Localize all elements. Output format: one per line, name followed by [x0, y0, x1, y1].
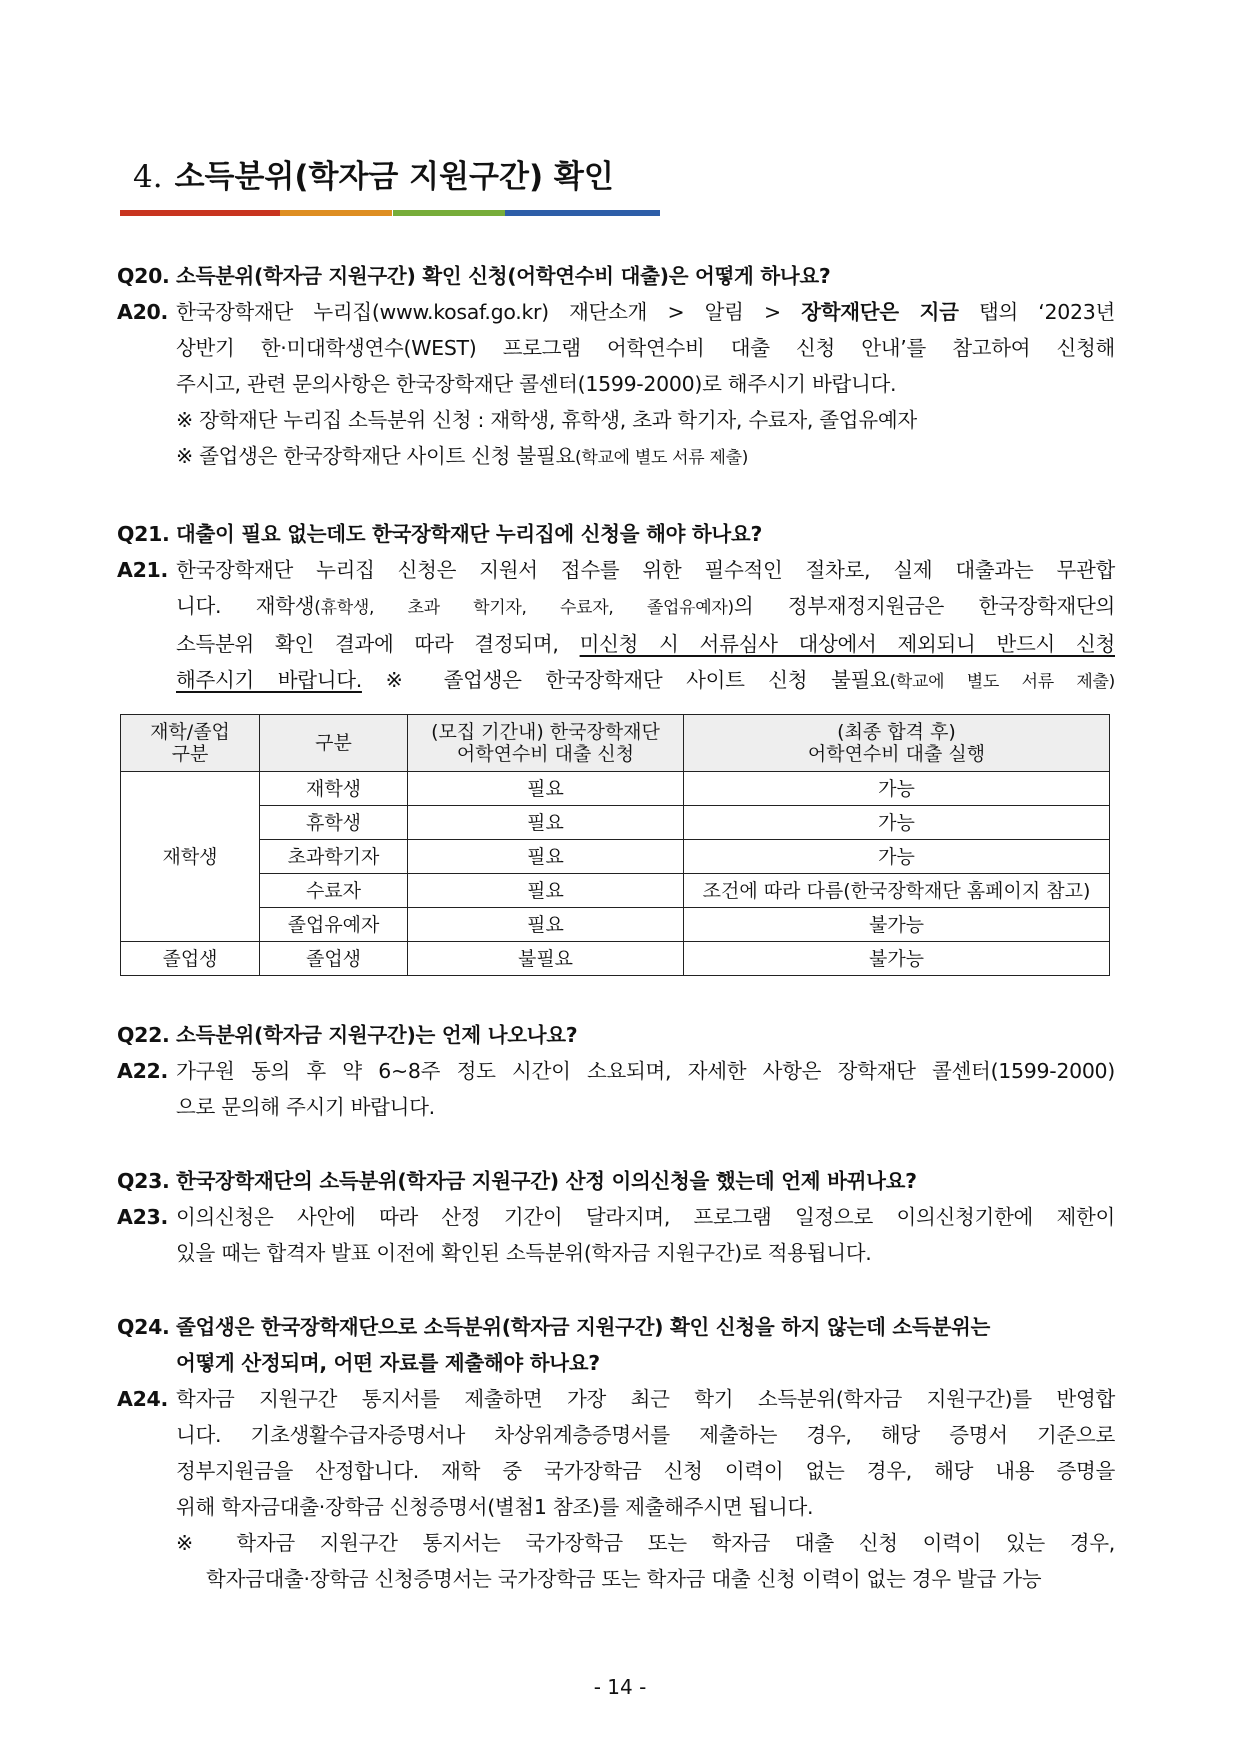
line-text	[176, 1053, 1115, 1089]
table-header-cell: 구분	[260, 715, 408, 772]
line-text	[176, 1525, 1115, 1561]
text-line	[117, 1453, 1115, 1489]
table-cell: 가능	[684, 772, 1110, 806]
line-text	[176, 1309, 1115, 1345]
table-cell: 필요	[408, 840, 684, 874]
text-segment: 한국장학재단 누리집 신청은 지원서 접수를 위한 필수적인 절차로, 실제 대출과는 무관합	[176, 558, 1115, 582]
text-segment: ※ 졸업생은 한국장학재단 사이트 신청 불필요	[176, 444, 576, 468]
line-text	[176, 366, 1115, 402]
qa-label: A22.	[117, 1059, 168, 1083]
text-segment: 정부지원금을 산정합니다. 재학 중 국가장학금 신청 이력이 없는 경우, 해당 내용 증명을	[176, 1459, 1115, 1483]
text-line	[117, 1417, 1115, 1453]
text-segment: 탭의 ‘2023년	[958, 300, 1115, 324]
text-segment: (휴학생, 초과 학기자, 수료자, 졸업유예자)	[314, 598, 734, 618]
text-line	[117, 258, 1115, 294]
text-segment: 니다. 재학생	[176, 594, 315, 618]
text-segment: ※ 장학재단 누리집 소득분위 신청 : 재학생, 휴학생, 초과 학기자, 수료자, 졸업유예자	[176, 408, 917, 432]
text-segment: (학교에 별도 서류 제출)	[889, 672, 1115, 692]
table-cell: 수료자	[260, 874, 408, 908]
text-segment: 한국장학재단 누리집(www.kosaf.go.kr) 재단소개 > 알림 >	[176, 300, 802, 324]
qa-label: A21.	[117, 558, 168, 582]
text-line	[117, 1089, 1115, 1125]
line-text	[176, 626, 1115, 662]
table-cell: 휴학생	[260, 806, 408, 840]
text-line	[117, 626, 1115, 662]
table-cell: 가능	[684, 806, 1110, 840]
text-line	[117, 662, 1115, 700]
faq-item	[117, 1017, 1115, 1125]
text-line	[117, 1199, 1115, 1235]
text-segment: (학교에 별도 서류 제출)	[575, 448, 749, 468]
text-segment: 주시고, 관련 문의사항은 한국장학재단 콜센터(1599-2000)로 해주시기 바랍니다.	[176, 372, 897, 396]
text-line	[117, 552, 1115, 588]
section-title: 4. 소득분위(학자금 지원구간) 확인	[133, 159, 614, 195]
text-line	[117, 1053, 1115, 1089]
text-segment: 니다. 기초생활수급자증명서나 차상위계층증명서를 제출하는 경우, 해당 증명서 기준으로	[176, 1423, 1115, 1447]
text-line	[117, 1017, 1115, 1053]
page-number: - 14 -	[593, 1675, 647, 1699]
table-cell: 조건에 따라 다름(한국장학재단 홈페이지 참고)	[684, 874, 1110, 908]
eligibility-table	[120, 714, 1110, 976]
text-segment: 소득분위 확인 결과에 따라 결정되며,	[176, 632, 580, 656]
table-cell: 재학생	[260, 772, 408, 806]
text-segment: 이의신청은 사안에 따라 산정 기간이 달라지며, 프로그램 일정으로 이의신청기한에 제한이	[176, 1205, 1115, 1229]
group-cell: 재학생	[121, 772, 260, 942]
line-text	[176, 588, 1115, 626]
text-segment: 해주시기 바랍니다.	[176, 668, 362, 692]
text-segment: 한국장학재단의 소득분위(학자금 지원구간) 산정 이의신청을 했는데 언제 바뀌나요?	[176, 1169, 917, 1193]
line-text	[176, 330, 1115, 366]
table-cell: 초과학기자	[260, 840, 408, 874]
text-segment: 어떻게 산정되며, 어떤 자료를 제출해야 하나요?	[176, 1351, 600, 1375]
line-text	[176, 1489, 1115, 1525]
text-line	[117, 1235, 1115, 1271]
table-row	[121, 908, 1110, 942]
line-text	[176, 516, 1115, 552]
qa-label: Q24.	[117, 1315, 170, 1339]
text-segment: 가구원 동의 후 약 6~8주 정도 시간이 소요되며, 자세한 사항은 장학재단 콜센터(1599-2000)	[176, 1059, 1115, 1083]
line-text	[176, 1017, 1115, 1053]
text-segment: 미신청 시 서류심사 대상에서 제외되니 반드시 신청	[579, 632, 1115, 656]
text-line	[117, 1345, 1115, 1381]
table-cell: 불필요	[408, 942, 684, 976]
qa-label: Q22.	[117, 1023, 170, 1047]
text-segment: 있을 때는 합격자 발표 이전에 확인된 소득분위(학자금 지원구간)로 적용됩니다.	[176, 1241, 872, 1265]
text-segment: 졸업생은 한국장학재단으로 소득분위(학자금 지원구간) 확인 신청을 하지 않는데 소득분위는	[176, 1315, 990, 1339]
text-segment: ※ 졸업생은 한국장학재단 사이트 신청 불필요	[361, 668, 890, 692]
qa-label: Q20.	[117, 264, 170, 288]
table-cell: 필요	[408, 772, 684, 806]
table-cell: 졸업생	[260, 942, 408, 976]
line-text	[176, 1163, 1115, 1199]
qa-label: Q23.	[117, 1169, 170, 1193]
line-text	[176, 1199, 1115, 1235]
text-line	[117, 1525, 1115, 1561]
text-line	[117, 516, 1115, 552]
qa-label: Q21.	[117, 522, 170, 546]
faq-list	[117, 0, 1115, 1741]
table-header-cell: 재학/졸업 구분	[121, 715, 260, 772]
text-line	[117, 402, 1115, 438]
table-row	[121, 874, 1110, 908]
text-line	[117, 1561, 1115, 1597]
text-segment: 위해 학자금대출·장학금 신청증명서(별첨1 참조)를 제출해주시면 됩니다.	[176, 1495, 814, 1519]
line-text	[176, 1089, 1115, 1125]
table-row	[121, 840, 1110, 874]
text-line	[117, 1489, 1115, 1525]
table-row	[121, 772, 1110, 806]
table-cell: 필요	[408, 806, 684, 840]
text-segment: 학자금 지원구간 통지서를 제출하면 가장 최근 학기 소득분위(학자금 지원구간)를 반영합	[176, 1387, 1115, 1411]
text-line	[117, 1309, 1115, 1345]
text-segment: 상반기 한·미대학생연수(WEST) 프로그램 어학연수비 대출 신청 안내’를 참고하여 신청해	[176, 336, 1115, 360]
table-row	[121, 806, 1110, 840]
text-segment: 의 정부재정지원금은 한국장학재단의	[733, 594, 1116, 618]
text-segment: ※ 학자금 지원구간 통지서는 국가장학금 또는 학자금 대출 신청 이력이 있는 경우,	[176, 1531, 1115, 1555]
line-text	[176, 1417, 1115, 1453]
faq-item	[117, 258, 1115, 476]
line-text	[176, 258, 1115, 294]
line-text	[176, 1235, 1115, 1271]
text-line	[117, 366, 1115, 402]
text-line	[117, 1163, 1115, 1199]
table-cell: 불가능	[684, 942, 1110, 976]
text-segment: 소득분위(학자금 지원구간) 확인 신청(어학연수비 대출)은 어떻게 하나요?	[176, 264, 831, 288]
text-segment: 으로 문의해 주시기 바랍니다.	[176, 1095, 435, 1119]
table-header-row	[121, 715, 1110, 772]
text-segment: 학자금대출·장학금 신청증명서는 국가장학금 또는 학자금 대출 신청 이력이 없는 경우 발급 가능	[206, 1567, 1042, 1591]
text-line	[117, 438, 1115, 476]
qa-label: A23.	[117, 1205, 168, 1229]
table-cell: 졸업유예자	[260, 908, 408, 942]
text-segment: 소득분위(학자금 지원구간)는 언제 나오나요?	[176, 1023, 578, 1047]
table-cell: 불가능	[684, 908, 1110, 942]
line-text	[176, 1453, 1115, 1489]
group-cell: 졸업생	[121, 942, 260, 976]
text-line	[117, 294, 1115, 330]
line-text	[176, 552, 1115, 588]
text-line	[117, 588, 1115, 626]
text-segment: 장학재단은 지금	[801, 300, 959, 324]
qa-label: A24.	[117, 1387, 168, 1411]
text-line	[117, 1381, 1115, 1417]
line-text	[176, 402, 1115, 438]
text-segment: 대출이 필요 없는데도 한국장학재단 누리집에 신청을 해야 하나요?	[176, 522, 763, 546]
line-text	[176, 1345, 1115, 1381]
qa-label: A20.	[117, 300, 168, 324]
line-text	[176, 294, 1115, 330]
faq-item	[117, 516, 1115, 700]
table-cell: 가능	[684, 840, 1110, 874]
table-cell: 필요	[408, 874, 684, 908]
line-text	[176, 438, 1115, 476]
table-header-cell: (최종 합격 후) 어학연수비 대출 실행	[684, 715, 1110, 772]
line-text	[176, 1561, 1115, 1597]
faq-item	[117, 1163, 1115, 1271]
line-text	[176, 1381, 1115, 1417]
table-row	[121, 942, 1110, 976]
table-cell: 필요	[408, 908, 684, 942]
text-line	[117, 330, 1115, 366]
faq-item	[117, 1309, 1115, 1597]
table-header-cell: (모집 기간내) 한국장학재단 어학연수비 대출 신청	[408, 715, 684, 772]
line-text	[176, 662, 1115, 700]
